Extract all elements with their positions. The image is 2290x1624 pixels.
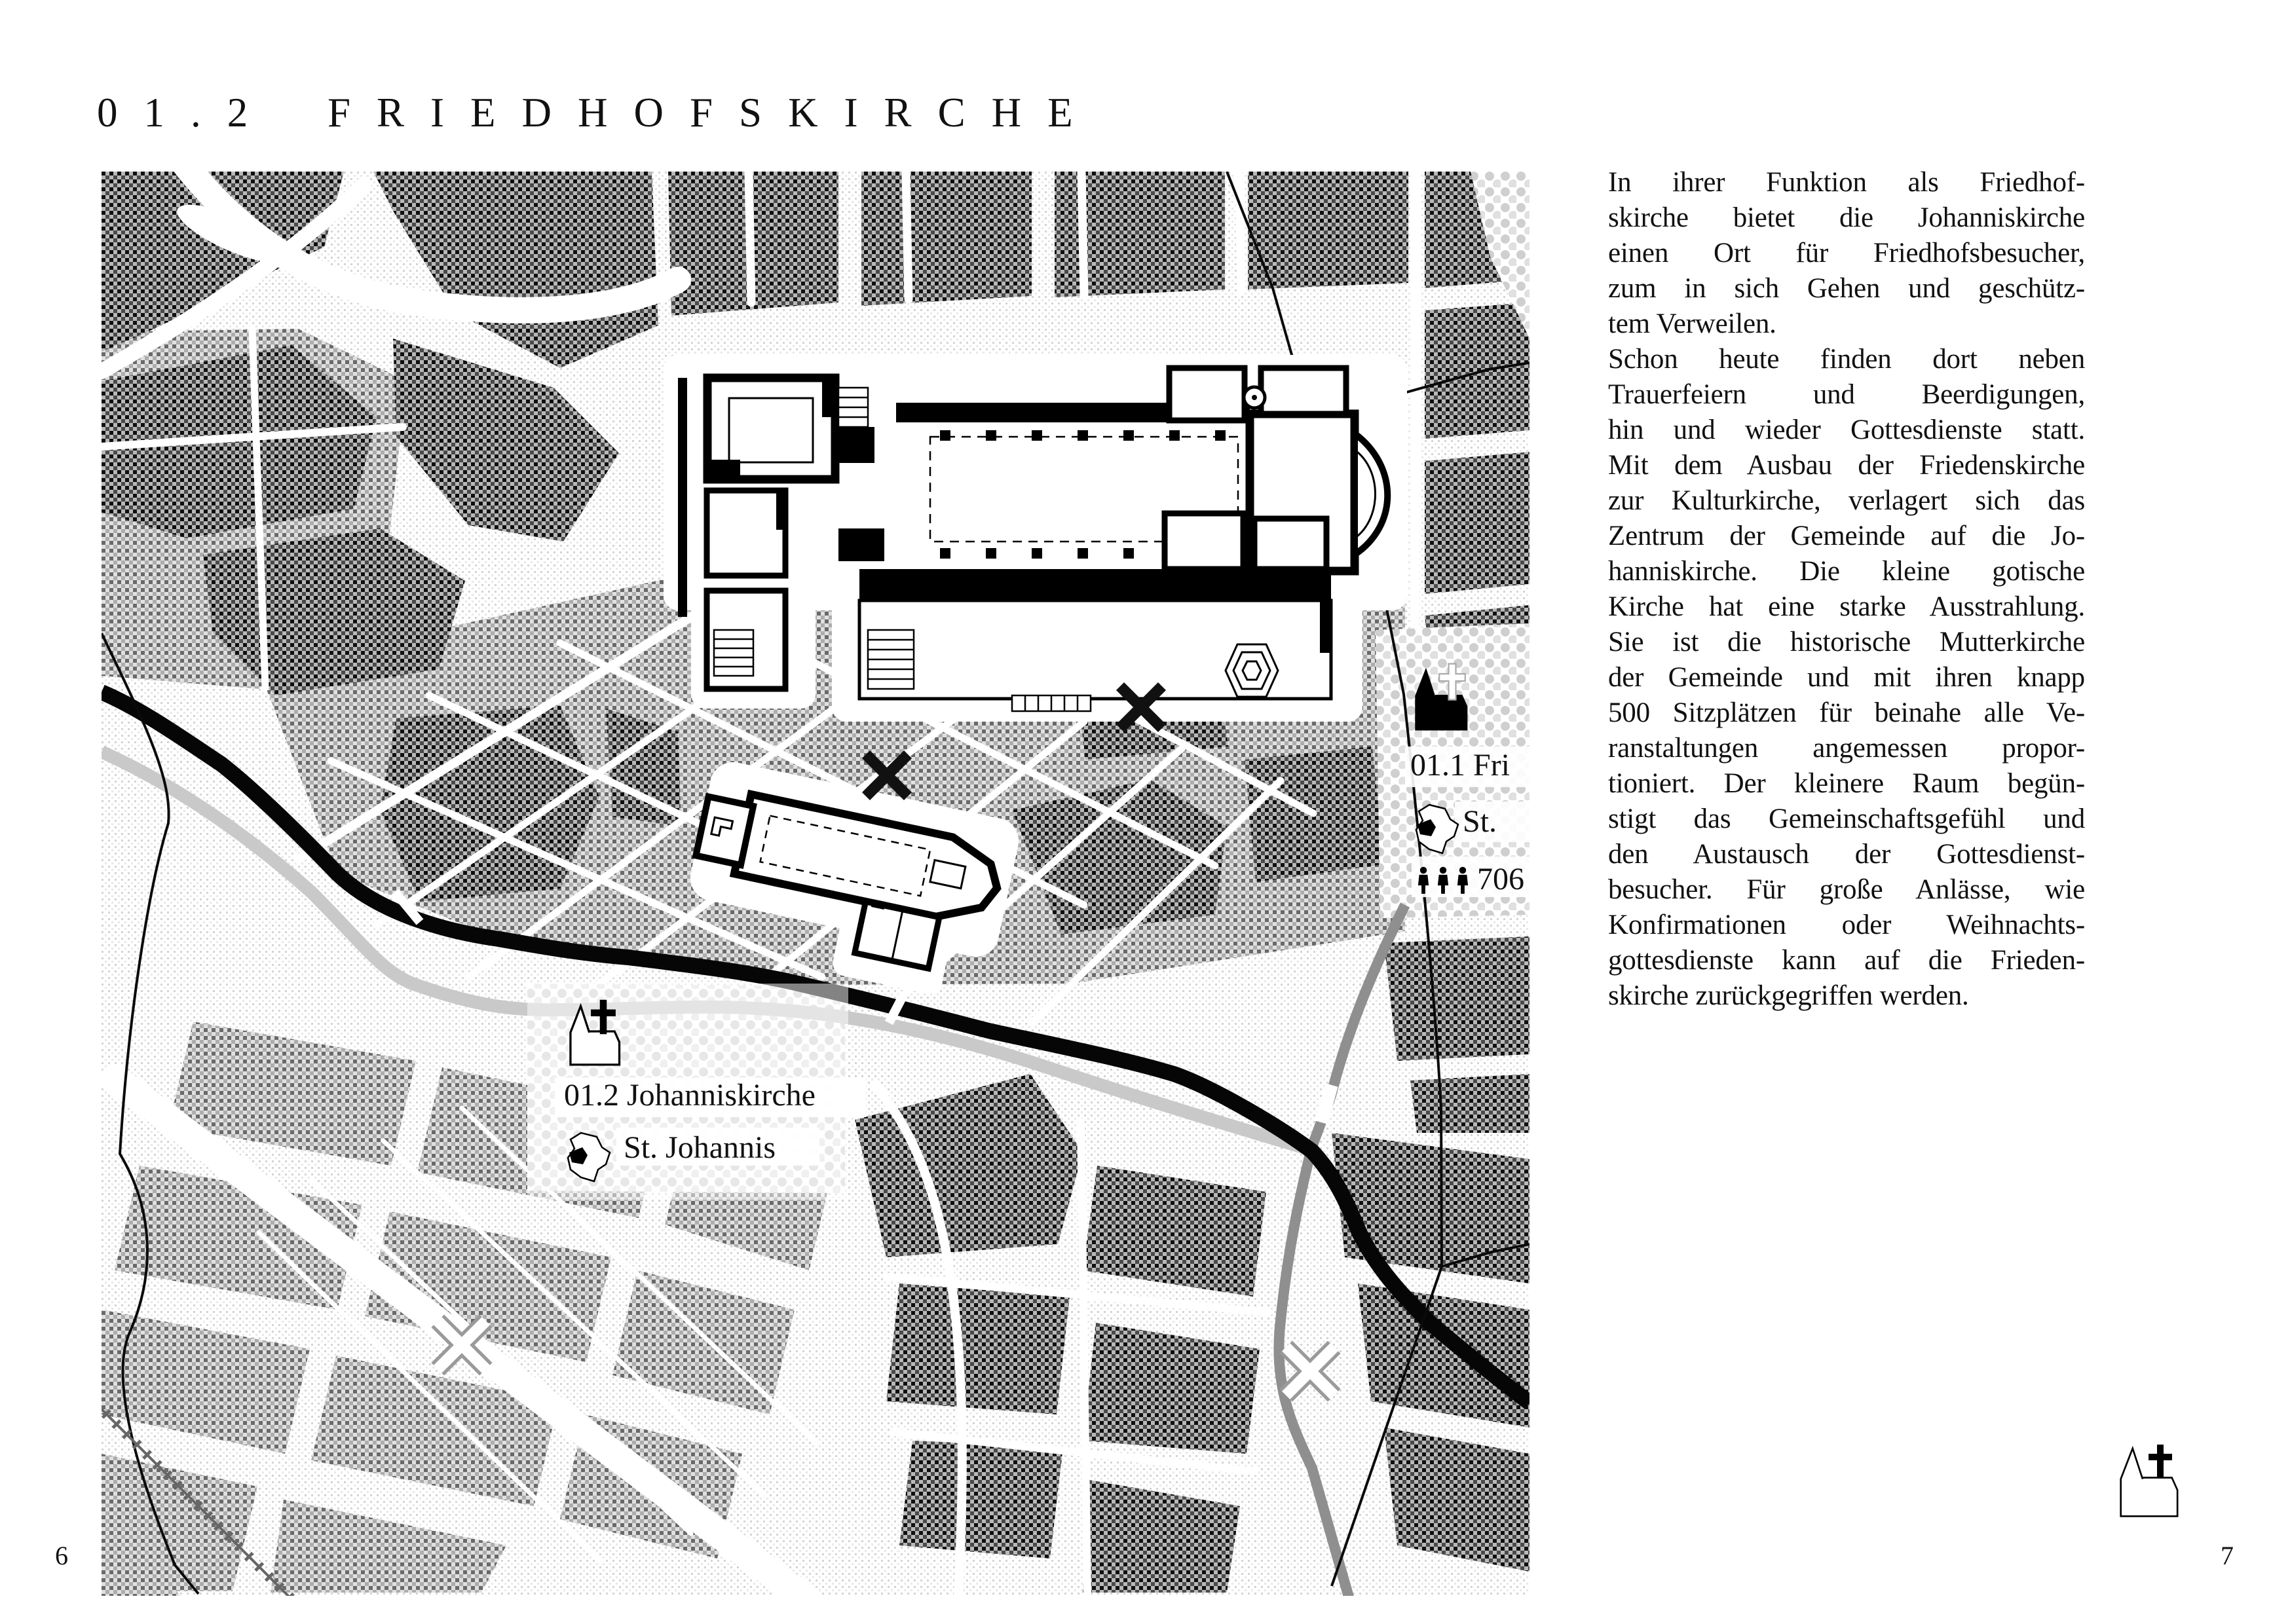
- article-line: 500 Sitzplätzen für beinahe alle Ve-: [1608, 697, 2085, 728]
- marker-parish-label: St.: [1463, 804, 1497, 839]
- article-line: hin und wieder Gottesdienste statt.: [1608, 415, 2085, 445]
- marker-parish-label: St. Johannis: [624, 1130, 776, 1165]
- page-number-left: 6: [55, 1541, 68, 1570]
- article-line: skirche zurückgegriffen werden.: [1608, 980, 1969, 1011]
- article-line: Kirche hat eine starke Ausstrahlung.: [1608, 591, 2085, 622]
- article-line: gottesdienste kann auf die Frieden-: [1608, 945, 2085, 976]
- article-line: Schon heute finden dort neben: [1608, 344, 2085, 375]
- article-line: hanniskirche. Die kleine gotische: [1608, 556, 2085, 587]
- marker-id-label: 01.2 Johanniskirche: [564, 1078, 816, 1113]
- article-line: Mit dem Ausbau der Friedenskirche: [1608, 450, 2085, 481]
- article-line: stigt das Gemeinschaftsgefühl und: [1608, 803, 2085, 834]
- friedenskirche-floor-plan: [664, 355, 1407, 722]
- article-line: zur Kulturkirche, verlagert sich das: [1608, 485, 2085, 516]
- article-line: tem Verweilen.: [1608, 308, 1776, 339]
- article-line: ranstaltungen angemessen propor-: [1608, 733, 2085, 764]
- article-line: zum in sich Gehen und geschütz-: [1608, 273, 2085, 304]
- article-line: einen Ort für Friedhofsbesucher,: [1608, 238, 2085, 268]
- cross-icon: [2149, 1445, 2172, 1477]
- page-title: 01.2 FRIEDHOFSKIRCHE: [97, 90, 1099, 136]
- halftone-map: [102, 172, 1530, 1596]
- article-line: besucher. Für große Anlässe, wie: [1608, 874, 2085, 905]
- article-line: Zentrum der Gemeinde auf die Jo-: [1608, 521, 2085, 551]
- marker-id-label: 01.1 Fri: [1410, 748, 1511, 783]
- page-number-right: 7: [2221, 1541, 2234, 1570]
- article-line: den Austausch der Gottesdienst-: [1608, 839, 2085, 870]
- article-line: der Gemeinde und mit ihren knapp: [1608, 662, 2085, 693]
- footer-church-icon: [2111, 1431, 2196, 1526]
- marker-capacity-label: 706: [1477, 862, 1524, 896]
- article-line: Konfirmationen oder Weihnachts-: [1608, 910, 2085, 940]
- article-line: tioniert. Der kleinere Raum begün-: [1608, 768, 2085, 799]
- article-line: In ihrer Funktion als Friedhof-: [1608, 167, 2085, 198]
- article-text: [1608, 165, 2085, 1014]
- city-map-figure: [102, 172, 1530, 1596]
- article-line: Sie ist die historische Mutterkirche: [1608, 627, 2085, 657]
- article-line: skirche bietet die Johanniskirche: [1608, 202, 2085, 233]
- article-line: Trauerfeiern und Beerdigungen,: [1608, 379, 2085, 410]
